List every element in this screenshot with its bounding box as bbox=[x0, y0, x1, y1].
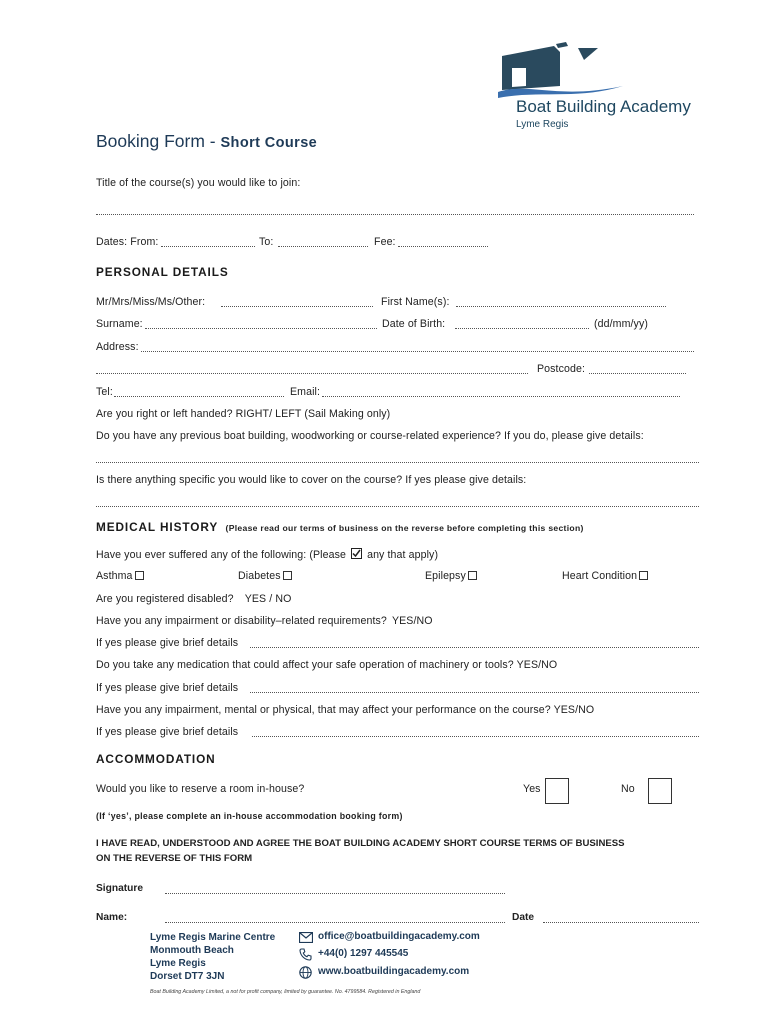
cover-field[interactable] bbox=[96, 506, 699, 507]
date-field[interactable] bbox=[543, 922, 699, 923]
globe-icon bbox=[299, 966, 312, 979]
logo-place: Lyme Regis bbox=[516, 119, 569, 130]
medical-heading-row bbox=[96, 518, 584, 536]
tick-box-icon bbox=[351, 548, 362, 559]
suffered-question-a: Have you ever suffered any of the following: (Please bbox=[96, 549, 346, 561]
accommodation-question: Would you like to reserve a room in-house? bbox=[96, 783, 305, 795]
postcode-label: Postcode: bbox=[537, 363, 586, 375]
condition-label: Heart Condition bbox=[562, 570, 638, 582]
agreement-line-2: ON THE REVERSE OF THIS FORM bbox=[96, 853, 253, 864]
date-label: Date bbox=[512, 912, 535, 923]
title-field[interactable] bbox=[221, 306, 373, 307]
name-label: Name: bbox=[96, 912, 128, 923]
suffered-question bbox=[96, 548, 438, 561]
impairment-options[interactable]: YES/NO bbox=[391, 615, 433, 627]
address-line: Lyme Regis bbox=[150, 958, 206, 969]
impairment-question-text: Have you any impairment or disability–related requirements? bbox=[96, 615, 387, 627]
dob-label: Date of Birth: bbox=[382, 318, 446, 330]
surname-label: Surname: bbox=[96, 318, 143, 330]
accommodation-no-box[interactable] bbox=[648, 778, 672, 804]
course-title-label: Title of the course(s) you would like to join: bbox=[96, 177, 301, 189]
address-field-2[interactable] bbox=[96, 373, 528, 374]
medical-note: (Please read our terms of business on the reverse before completing this section) bbox=[225, 523, 584, 533]
tel-field[interactable] bbox=[114, 396, 284, 397]
accommodation-yes-box[interactable] bbox=[545, 778, 569, 804]
cover-question: Is there anything specific you would like to cover on the course? If yes please give details: bbox=[96, 474, 527, 486]
agreement-line-1: I HAVE READ, UNDERSTOOD AND AGREE THE BOAT BUILDING ACADEMY SHORT COURSE TERMS OF BUSINESS bbox=[96, 838, 625, 849]
disabled-options[interactable]: YES / NO bbox=[244, 593, 292, 605]
fee-label: Fee: bbox=[374, 236, 396, 248]
condition-epilepsy[interactable] bbox=[425, 570, 477, 582]
footer-legal: Boat Building Academy Limited, a not for profit company, limited by guarantee. No. 4799584. Registered in England bbox=[150, 989, 421, 995]
checkbox-icon[interactable] bbox=[135, 571, 144, 580]
signature-field[interactable] bbox=[165, 893, 505, 894]
footer-web[interactable]: www.boatbuildingacademy.com bbox=[318, 966, 470, 977]
address-label: Address: bbox=[96, 341, 139, 353]
details-label-3: If yes please give brief details bbox=[96, 726, 239, 738]
email-field[interactable] bbox=[322, 396, 680, 397]
footer-email[interactable]: office@boatbuildingacademy.com bbox=[318, 931, 480, 942]
condition-label: Asthma bbox=[96, 570, 133, 582]
condition-diabetes[interactable] bbox=[238, 570, 292, 582]
course-title-field[interactable] bbox=[96, 214, 694, 215]
disabled-question bbox=[96, 593, 291, 605]
email-label: Email: bbox=[290, 386, 321, 398]
experience-field[interactable] bbox=[96, 462, 699, 463]
address-line: Monmouth Beach bbox=[150, 945, 234, 956]
page-title bbox=[96, 131, 317, 152]
medication-question: Do you take any medication that could affect your safe operation of machinery or tools? YES/NO bbox=[96, 659, 558, 671]
footer-address bbox=[150, 931, 275, 983]
dob-field[interactable] bbox=[455, 328, 589, 329]
medical-heading: MEDICAL HISTORY bbox=[96, 520, 219, 534]
dates-from-field[interactable] bbox=[161, 246, 255, 247]
envelope-icon bbox=[299, 932, 313, 943]
dates-from-label: Dates: From: bbox=[96, 236, 159, 248]
fee-field[interactable] bbox=[398, 246, 488, 247]
boat-shed-logo-icon bbox=[498, 42, 623, 100]
name-field[interactable] bbox=[165, 922, 505, 923]
details-label-2: If yes please give brief details bbox=[96, 682, 239, 694]
address-line: Lyme Regis Marine Centre bbox=[150, 932, 276, 943]
condition-heart[interactable] bbox=[562, 570, 648, 582]
condition-label: Epilepsy bbox=[425, 570, 466, 582]
dates-to-field[interactable] bbox=[278, 246, 368, 247]
address-field-1[interactable] bbox=[141, 351, 694, 352]
title-label: Mr/Mrs/Miss/Ms/Other: bbox=[96, 296, 206, 308]
condition-asthma[interactable] bbox=[96, 570, 144, 582]
details-label-1: If yes please give brief details bbox=[96, 637, 239, 649]
tel-label: Tel: bbox=[96, 386, 113, 398]
title-main: Booking Form - bbox=[96, 131, 221, 151]
address-line: Dorset DT7 3JN bbox=[150, 971, 225, 982]
suffered-question-b: any that apply) bbox=[367, 549, 439, 561]
footer-phone[interactable]: +44(0) 1297 445545 bbox=[318, 948, 409, 959]
phone-icon bbox=[299, 948, 312, 961]
personal-details-heading: PERSONAL DETAILS bbox=[96, 265, 229, 279]
condition-label: Diabetes bbox=[238, 570, 281, 582]
checkbox-icon[interactable] bbox=[468, 571, 477, 580]
first-name-field[interactable] bbox=[456, 306, 666, 307]
checkbox-icon[interactable] bbox=[639, 571, 648, 580]
impairment-question bbox=[96, 615, 433, 627]
dates-to-label: To: bbox=[259, 236, 274, 248]
mental-question: Have you any impairment, mental or physical, that may affect your performance on the course? YES/NO bbox=[96, 704, 595, 716]
surname-field[interactable] bbox=[145, 328, 377, 329]
accommodation-no-label: No bbox=[621, 783, 635, 795]
accommodation-heading: ACCOMMODATION bbox=[96, 752, 216, 766]
postcode-field[interactable] bbox=[589, 373, 686, 374]
checkbox-icon[interactable] bbox=[283, 571, 292, 580]
logo-name: Boat Building Academy bbox=[516, 97, 691, 116]
accommodation-note: (If ‘yes’, please complete an in-house accommodation booking form) bbox=[96, 811, 403, 821]
disabled-question-text: Are you registered disabled? bbox=[96, 593, 234, 605]
details-field-1[interactable] bbox=[250, 647, 699, 648]
accommodation-yes-label: Yes bbox=[523, 783, 541, 795]
details-field-3[interactable] bbox=[252, 736, 699, 737]
first-name-label: First Name(s): bbox=[381, 296, 450, 308]
experience-question: Do you have any previous boat building, woodworking or course-related experience? If you do, please give details: bbox=[96, 430, 644, 442]
dob-format: (dd/mm/yy) bbox=[594, 318, 648, 330]
handed-question: Are you right or left handed? RIGHT/ LEFT (Sail Making only) bbox=[96, 408, 391, 420]
title-bold: Short Course bbox=[220, 135, 318, 151]
details-field-2[interactable] bbox=[250, 692, 699, 693]
signature-label: Signature bbox=[96, 883, 143, 894]
